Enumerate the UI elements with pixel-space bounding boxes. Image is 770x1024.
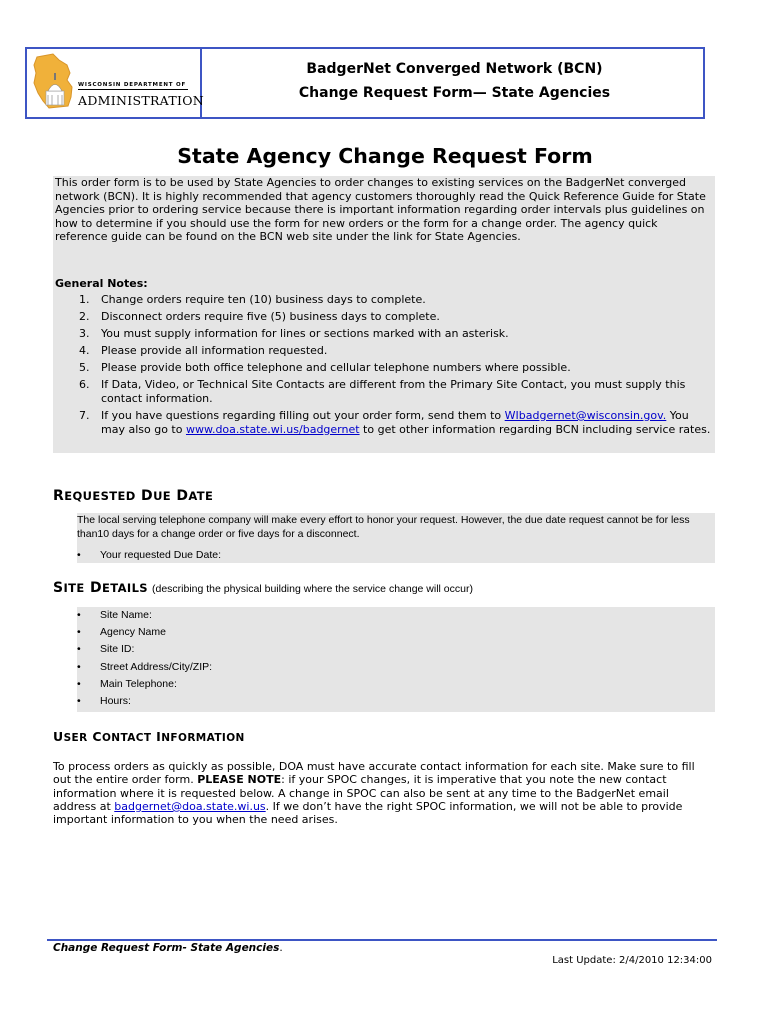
list-item: 5. Please provide both office telephone and cellular telephone numbers where possible.	[79, 361, 571, 375]
agency-name-field[interactable]: • Agency Name	[77, 624, 715, 641]
user-contact-heading: USER CONTACT INFORMATION	[53, 729, 245, 744]
due-date-text: The local serving telephone company will make every effort to honor your request. However, the due date request cannot be for less than10 days for a change order or five days for a disconnect.	[77, 514, 690, 540]
header-title: BadgerNet Converged Network (BCN)	[306, 61, 603, 77]
hours-field[interactable]: • Hours:	[77, 693, 715, 710]
intro-section	[53, 176, 715, 453]
list-item: 4. Please provide all information requested.	[79, 344, 328, 358]
header-subtitle: Change Request Form— State Agencies	[298, 85, 611, 101]
logo-divider	[78, 89, 188, 90]
general-notes-heading: General Notes:	[55, 276, 148, 290]
street-address-field[interactable]: • Street Address/City/ZIP:	[77, 659, 715, 676]
intro-paragraph: This order form is to be used by State Agencies to order changes to existing services on the BadgerNet converged network (BCN). It is highly recommended that agency customers thoroughly read the Quick Reference Guide for State Agencies prior to ordering service because there is important information regarding order intervals plus guidelines on how to determine if you should use the form for new orders or the form for a change order. The agency quick reference guide can be found on the BCN web site under the link for State Agencies.	[55, 176, 706, 243]
general-notes-list	[55, 293, 713, 436]
footer-form-name: Change Request Form- State Agencies.	[53, 942, 283, 954]
site-details-note: (describing the physical building where the service change will occur)	[151, 583, 473, 595]
site-id-field[interactable]: • Site ID:	[77, 641, 715, 658]
doa-logo	[27, 49, 202, 117]
requested-due-date-heading: REQUESTED DUE DATE	[53, 488, 214, 504]
site-details-section	[77, 607, 715, 712]
wisconsin-map-icon	[29, 51, 79, 115]
list-item: 1. Change orders require ten (10) business days to complete.	[79, 293, 426, 306]
document-header	[25, 47, 705, 119]
main-telephone-field[interactable]: • Main Telephone:	[77, 676, 715, 693]
logo-text-small: WISCONSIN DEPARTMENT OF	[78, 82, 187, 88]
badgernet-website-link[interactable]: www.doa.state.wi.us/badgernet	[185, 422, 360, 436]
logo-text-big: ADMINISTRATION	[78, 93, 204, 108]
spoc-email-link[interactable]: badgernet@doa.state.wi.us	[114, 799, 266, 813]
page-title: State Agency Change Request Form	[177, 144, 593, 168]
due-date-section	[77, 513, 715, 563]
list-item: 6. If Data, Video, or Technical Site Contacts are different from the Primary Site Contact, you must supply this contact information.	[79, 378, 686, 405]
list-item: 2. Disconnect orders require five (5) business days to complete.	[79, 310, 440, 324]
user-contact-paragraph: To process orders as quickly as possible, DOA must have accurate contact information for each site. Make sure to fill out the entire order form. PLEASE NOTE: if your SPOC changes, it is imperative that you note the new contact information where it is requested below. A change in SPOC can also be sent at any time to the BadgerNet email address at badgernet@doa.state.wi.us. If we don’t have the right SPOC information, we will not be able to provide important information to you when the need arises.	[53, 760, 695, 827]
site-name-field[interactable]: • Site Name:	[77, 607, 715, 624]
badgernet-email-link[interactable]: WIbadgernet@wisconsin.gov.	[504, 409, 667, 423]
list-item: 3. You must supply information for lines or sections marked with an asterisk.	[79, 327, 509, 341]
list-item: 7. If you have questions regarding filling out your order form, send them to WIbadgernet@wisconsin.gov. You may also go to www.doa.state.wi.us/badgernet to get other information regarding BCN including service rates.	[79, 409, 711, 436]
footer-last-update: Last Update: 2/4/2010 12:34:00	[552, 955, 712, 966]
due-date-field[interactable]: • Your requested Due Date:	[77, 548, 715, 562]
footer-divider	[47, 939, 717, 941]
site-details-heading: SITE DETAILS (describing the physical building where the service change will occur)	[53, 580, 473, 596]
